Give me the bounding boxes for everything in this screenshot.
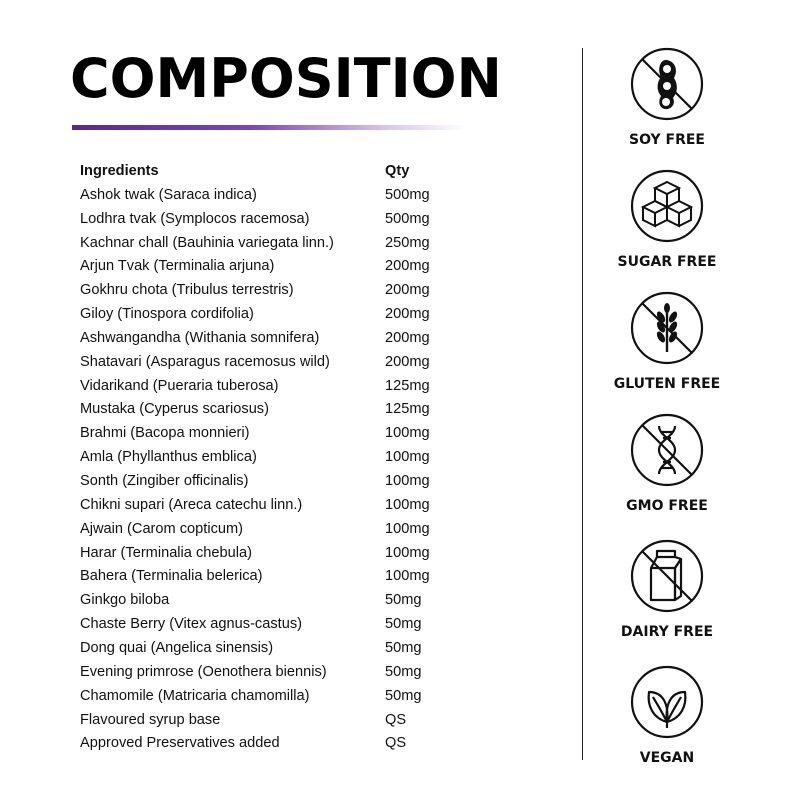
ingredient-name: Vidarikand (Pueraria tuberosa) bbox=[80, 377, 279, 394]
ingredient-qty: 200mg bbox=[385, 282, 430, 299]
table-row bbox=[80, 661, 440, 683]
ingredient-qty: 100mg bbox=[385, 496, 430, 513]
badge-gmo-free bbox=[612, 412, 722, 514]
ingredient-name: Chikni supari (Areca catechu linn.) bbox=[80, 496, 303, 513]
badge-soy-free bbox=[612, 46, 722, 148]
ingredient-qty: 100mg bbox=[385, 473, 430, 489]
ingredient-name: Arjun Tvak (Terminalia arjuna) bbox=[80, 258, 275, 275]
ingredient-qty: 50mg bbox=[385, 639, 422, 656]
ingredient-qty: 50mg bbox=[385, 616, 422, 633]
table-row bbox=[80, 494, 440, 516]
ingredient-name: Amla (Phyllanthus emblica) bbox=[80, 449, 257, 466]
ingredient-name: Approved Preservatives added bbox=[80, 735, 280, 752]
ingredient-qty: QS bbox=[385, 735, 407, 752]
ingredient-name: Ginkgo biloba bbox=[80, 592, 170, 609]
ingredient-name: Kachnar chall (Bauhinia variegata linn.) bbox=[80, 234, 334, 251]
header-qty: Qty bbox=[385, 163, 410, 179]
ingredient-name: Evening primrose (Oenothera biennis) bbox=[80, 663, 327, 680]
badge-gluten-free bbox=[612, 290, 722, 392]
ingredient-qty: 50mg bbox=[385, 687, 422, 704]
table-row bbox=[80, 232, 440, 254]
ingredient-name: Bahera (Terminalia belerica) bbox=[80, 568, 263, 585]
dna-icon bbox=[629, 412, 705, 488]
ingredient-name: Flavoured syrup base bbox=[80, 711, 221, 728]
ingredient-qty: 100mg bbox=[385, 544, 430, 561]
badge-label: SOY FREE bbox=[629, 132, 705, 148]
ingredient-qty: 200mg bbox=[385, 329, 430, 346]
page-title: COMPOSITION bbox=[70, 47, 502, 110]
ingredient-name: Mustaka (Cyperus scariosus) bbox=[80, 401, 269, 418]
ingredient-name: Ashwangandha (Withania somnifera) bbox=[80, 329, 320, 346]
badge-label: GMO FREE bbox=[626, 498, 708, 514]
ingredient-qty: 100mg bbox=[385, 520, 430, 537]
ingredient-name: Giloy (Tinospora cordifolia) bbox=[80, 306, 254, 323]
milk-carton-icon bbox=[629, 538, 705, 614]
wheat-icon bbox=[629, 290, 705, 366]
ingredient-name: Ashok twak (Saraca indica) bbox=[80, 186, 257, 203]
ingredient-qty: 250mg bbox=[385, 234, 430, 251]
ingredient-name: Sonth (Zingiber officinalis) bbox=[80, 473, 249, 489]
table-row bbox=[80, 518, 440, 540]
ingredient-name: Dong quai (Angelica sinensis) bbox=[80, 639, 274, 656]
table-row bbox=[80, 184, 440, 206]
ingredient-name: Brahmi (Bacopa monnieri) bbox=[80, 425, 250, 442]
badge-label: VEGAN bbox=[639, 750, 695, 766]
table-row bbox=[80, 255, 440, 277]
table-row bbox=[80, 422, 440, 444]
badge-vegan bbox=[612, 664, 722, 766]
soy-icon bbox=[629, 46, 705, 122]
ingredient-name: Harar (Terminalia chebula) bbox=[80, 544, 252, 561]
table-row bbox=[80, 208, 440, 230]
ingredient-qty: 50mg bbox=[385, 592, 422, 609]
table-row bbox=[80, 542, 440, 564]
table-row bbox=[80, 732, 440, 754]
ingredient-name: Gokhru chota (Tribulus terrestris) bbox=[80, 282, 294, 299]
table-row bbox=[80, 709, 440, 731]
badge-sugar-free bbox=[612, 168, 722, 270]
ingredient-name: Ajwain (Carom copticum) bbox=[80, 520, 244, 537]
badge-dairy-free bbox=[612, 538, 722, 640]
ingredient-qty: 500mg bbox=[385, 210, 430, 227]
table-row bbox=[80, 327, 440, 349]
ingredient-name: Chaste Berry (Vitex agnus-castus) bbox=[80, 616, 302, 633]
ingredient-name: Chamomile (Matricaria chamomilla) bbox=[80, 687, 310, 704]
vertical-divider bbox=[582, 48, 583, 760]
table-row bbox=[80, 685, 440, 707]
ingredient-qty: 200mg bbox=[385, 258, 430, 275]
ingredient-qty: 500mg bbox=[385, 186, 430, 203]
table-row bbox=[80, 589, 440, 611]
table-row bbox=[80, 375, 440, 397]
ingredient-qty: 200mg bbox=[385, 306, 430, 323]
table-row bbox=[80, 637, 440, 659]
badge-label: DAIRY FREE bbox=[620, 624, 714, 640]
table-row bbox=[80, 279, 440, 301]
ingredient-qty: 100mg bbox=[385, 568, 430, 585]
badge-label: GLUTEN FREE bbox=[613, 376, 721, 392]
leaf-icon bbox=[629, 664, 705, 740]
ingredient-qty: 100mg bbox=[385, 425, 430, 442]
table-row bbox=[80, 446, 440, 468]
title-underline bbox=[72, 125, 467, 130]
ingredient-qty: 50mg bbox=[385, 663, 422, 680]
ingredient-name: Lodhra tvak (Symplocos racemosa) bbox=[80, 210, 310, 227]
ingredient-qty: 200mg bbox=[385, 353, 430, 370]
ingredient-qty: 125mg bbox=[385, 401, 430, 418]
ingredient-qty: 125mg bbox=[385, 377, 430, 394]
table-row bbox=[80, 351, 440, 373]
table-row bbox=[80, 613, 440, 635]
table-row bbox=[80, 303, 440, 325]
badge-label: SUGAR FREE bbox=[617, 254, 717, 270]
table-row bbox=[80, 398, 440, 420]
sugar-cubes-icon bbox=[629, 168, 705, 244]
header-ingredients: Ingredients bbox=[80, 163, 159, 179]
ingredient-qty: 100mg bbox=[385, 449, 430, 466]
table-header bbox=[80, 160, 440, 182]
table-row bbox=[80, 565, 440, 587]
table-row bbox=[80, 470, 440, 492]
ingredient-name: Shatavari (Asparagus racemosus wild) bbox=[80, 353, 330, 370]
ingredient-qty: QS bbox=[385, 711, 407, 728]
